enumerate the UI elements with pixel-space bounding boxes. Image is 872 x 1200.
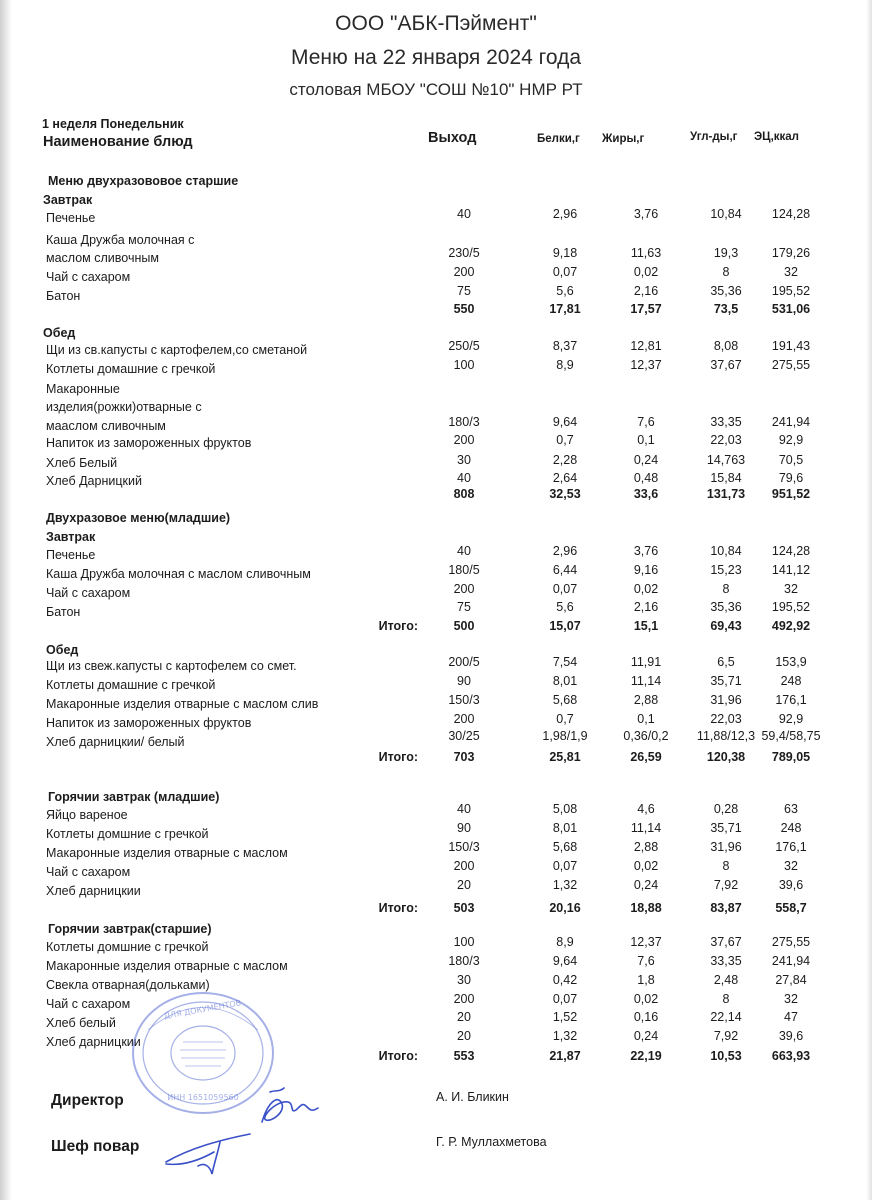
energy-value: 59,4/58,75 xyxy=(761,729,821,743)
dish-name: Печенье xyxy=(46,211,96,225)
energy-value: 195,52 xyxy=(771,600,811,614)
fat-value: 0,16 xyxy=(633,1010,659,1024)
total-row xyxy=(0,750,872,767)
protein-value: 6,44 xyxy=(552,563,578,577)
dish-name: Чай с сахаром xyxy=(46,865,131,879)
output-value: 40 xyxy=(457,471,471,485)
energy-value: 951,52 xyxy=(771,487,811,501)
meal-title: Завтрак xyxy=(46,530,96,544)
energy-value: 531,06 xyxy=(771,302,811,316)
fat-value: 11,14 xyxy=(630,821,662,835)
fat-value: 9,16 xyxy=(633,563,659,577)
output-value: 180/3 xyxy=(448,954,480,968)
stamp-inn: ИНН 1651059560 xyxy=(167,1093,239,1102)
carbs-value: 8 xyxy=(722,265,730,279)
energy-value: 789,05 xyxy=(771,750,811,764)
total-row xyxy=(0,487,872,504)
dish-name: Свекла отварная(дольками) xyxy=(46,978,210,992)
carbs-value: 35,71 xyxy=(710,821,742,835)
fat-value: 2,16 xyxy=(633,600,659,614)
dish-name: изделия(рожки)отварные с xyxy=(46,400,202,414)
fat-value: 1,8 xyxy=(637,973,655,987)
energy-value: 195,52 xyxy=(771,284,811,298)
canteen-subtitle: столовая МБОУ "СОШ №10" НМР РТ xyxy=(289,80,583,99)
output-value: 503 xyxy=(453,901,475,915)
output-value: 20 xyxy=(457,878,471,892)
meal-title: Завтрак xyxy=(43,193,93,207)
carbs-value: 14,763 xyxy=(706,453,746,467)
dish-name: Макаронные xyxy=(46,382,120,396)
protein-value: 1,98/1,9 xyxy=(542,729,588,743)
output-value: 200 xyxy=(453,992,475,1006)
fat-value: 4,6 xyxy=(637,802,655,816)
dish-name: Хлеб дарницкии xyxy=(46,884,141,898)
carbs-value: 33,35 xyxy=(710,415,742,429)
week-label: 1 неделя Понедельник xyxy=(42,117,184,131)
dish-name: Каша Дружба молочная с маслом сливочным xyxy=(46,567,311,581)
carbs-value: 15,84 xyxy=(710,471,742,485)
company-title: ООО "АБК-Пэймент" xyxy=(335,12,537,35)
dish-name: Печенье xyxy=(46,548,96,562)
protein-value: 0,42 xyxy=(552,973,578,987)
carbs-value: 7,92 xyxy=(713,878,739,892)
col-header-energy: ЭЦ,ккал xyxy=(754,131,799,143)
dish-name: Хлеб белый xyxy=(46,1016,116,1030)
output-value: 808 xyxy=(453,487,475,501)
fat-value: 15,1 xyxy=(633,619,659,633)
output-value: 553 xyxy=(453,1049,475,1063)
fat-value: 3,76 xyxy=(633,544,659,558)
dish-name: Хлеб дарницкии xyxy=(46,1035,141,1049)
dish-name: Хлеб Дарницкий xyxy=(46,474,142,488)
dish-name: маслом сливочным xyxy=(46,251,159,265)
fat-value: 0,02 xyxy=(633,265,659,279)
output-value: 150/3 xyxy=(448,840,480,854)
fat-value: 22,19 xyxy=(630,1049,662,1063)
energy-value: 32 xyxy=(784,992,798,1006)
meal-title: Обед xyxy=(43,326,76,340)
carbs-value: 33,35 xyxy=(710,954,742,968)
dish-name: Щи из свеж.капусты с картофелем со смет. xyxy=(46,659,297,673)
carbs-value: 0,28 xyxy=(713,802,739,816)
chef-name: Г. Р. Муллахметова xyxy=(436,1135,547,1149)
output-value: 200 xyxy=(453,712,475,726)
protein-value: 8,01 xyxy=(552,821,578,835)
energy-value: 248 xyxy=(780,674,802,688)
energy-value: 176,1 xyxy=(775,840,807,854)
fat-value: 12,81 xyxy=(630,339,662,353)
protein-value: 5,68 xyxy=(552,693,578,707)
protein-value: 8,9 xyxy=(556,935,574,949)
total-row xyxy=(0,302,872,319)
output-value: 180/3 xyxy=(448,415,480,429)
protein-value: 2,28 xyxy=(552,453,578,467)
output-value: 20 xyxy=(457,1010,471,1024)
protein-value: 7,54 xyxy=(552,655,578,669)
output-value: 150/3 xyxy=(448,693,480,707)
energy-value: 70,5 xyxy=(778,453,804,467)
fat-value: 0,24 xyxy=(633,1029,659,1043)
fat-value: 11,63 xyxy=(630,246,662,260)
energy-value: 92,9 xyxy=(778,712,804,726)
fat-value: 11,91 xyxy=(630,655,662,669)
protein-value: 0,7 xyxy=(556,712,574,726)
carbs-value: 8 xyxy=(722,992,730,1006)
carbs-value: 131,73 xyxy=(706,487,746,501)
energy-value: 176,1 xyxy=(775,693,807,707)
protein-value: 2,64 xyxy=(552,471,578,485)
dish-name: Чай с сахаром xyxy=(46,997,131,1011)
output-value: 30 xyxy=(457,973,471,987)
carbs-value: 8 xyxy=(722,582,730,596)
protein-value: 5,08 xyxy=(552,802,578,816)
section-title-row xyxy=(0,174,872,191)
dish-row xyxy=(0,878,872,901)
energy-value: 492,92 xyxy=(771,619,811,633)
carbs-value: 7,92 xyxy=(713,1029,739,1043)
section-title: Горячии завтрак(старшие) xyxy=(48,922,212,936)
energy-value: 248 xyxy=(780,821,802,835)
total-label: Итого: xyxy=(378,750,418,764)
energy-value: 32 xyxy=(784,582,798,596)
protein-value: 21,87 xyxy=(549,1049,581,1063)
dish-name: Каша Дружба молочная с xyxy=(46,233,195,247)
output-value: 20 xyxy=(457,1029,471,1043)
dish-name: Чай с сахаром xyxy=(46,586,131,600)
output-value: 200 xyxy=(453,265,475,279)
protein-value: 5,6 xyxy=(556,284,574,298)
energy-value: 275,55 xyxy=(771,358,811,372)
dish-name: Напиток из замороженных фруктов xyxy=(46,716,252,730)
carbs-value: 10,84 xyxy=(710,207,742,221)
dish-name: Макаронные изделия отварные с маслом xyxy=(46,959,288,973)
protein-value: 17,81 xyxy=(549,302,581,316)
output-value: 200/5 xyxy=(448,655,480,669)
dish-name: Чай с сахаром xyxy=(46,270,131,284)
carbs-value: 15,23 xyxy=(710,563,742,577)
energy-value: 663,93 xyxy=(771,1049,811,1063)
fat-value: 2,88 xyxy=(633,840,659,854)
total-label: Итого: xyxy=(378,619,418,633)
energy-value: 27,84 xyxy=(775,973,807,987)
output-value: 200 xyxy=(453,859,475,873)
total-row xyxy=(0,901,872,918)
protein-value: 0,07 xyxy=(552,265,578,279)
protein-value: 8,01 xyxy=(552,674,578,688)
fat-value: 2,16 xyxy=(633,284,659,298)
col-header-protein: Белки,г xyxy=(537,133,580,145)
protein-value: 20,16 xyxy=(549,901,581,915)
dish-name: Хлеб дарницкии/ белый xyxy=(46,735,185,749)
dish-name: Щи из св.капусты с картофелем,со сметаной xyxy=(46,343,308,357)
energy-value: 79,6 xyxy=(778,471,804,485)
dish-name: Макаронные изделия отварные с маслом слив xyxy=(46,697,319,711)
dish-row xyxy=(0,358,872,379)
director-name: А. И. Бликин xyxy=(436,1090,509,1104)
energy-value: 179,26 xyxy=(771,246,811,260)
fat-value: 7,6 xyxy=(637,415,655,429)
fat-value: 12,37 xyxy=(630,935,662,949)
output-value: 200 xyxy=(453,582,475,596)
protein-value: 25,81 xyxy=(549,750,581,764)
fat-value: 3,76 xyxy=(633,207,659,221)
output-value: 90 xyxy=(457,674,471,688)
carbs-value: 31,96 xyxy=(710,693,742,707)
output-value: 40 xyxy=(457,802,471,816)
fat-value: 0,24 xyxy=(633,453,659,467)
output-value: 75 xyxy=(457,284,471,298)
carbs-value: 37,67 xyxy=(710,935,742,949)
carbs-value: 11,88/12,3 xyxy=(696,729,756,743)
energy-value: 39,6 xyxy=(778,1029,804,1043)
output-value: 200 xyxy=(453,433,475,447)
meal-title: Обед xyxy=(46,643,79,657)
energy-value: 558,7 xyxy=(775,901,807,915)
carbs-value: 37,67 xyxy=(710,358,742,372)
fat-value: 0,02 xyxy=(633,582,659,596)
dish-row xyxy=(0,207,872,228)
dish-name: Батон xyxy=(46,605,81,619)
output-value: 30/25 xyxy=(448,729,480,743)
protein-value: 1,52 xyxy=(552,1010,578,1024)
protein-value: 1,32 xyxy=(552,878,578,892)
fat-value: 0,1 xyxy=(637,712,655,726)
carbs-value: 31,96 xyxy=(710,840,742,854)
total-label: Итого: xyxy=(378,901,418,915)
carbs-value: 35,36 xyxy=(710,600,742,614)
fat-value: 0,02 xyxy=(633,859,659,873)
output-value: 250/5 xyxy=(448,339,480,353)
protein-value: 1,32 xyxy=(552,1029,578,1043)
total-label: Итого: xyxy=(378,1049,418,1063)
energy-value: 32 xyxy=(784,265,798,279)
output-value: 40 xyxy=(457,207,471,221)
carbs-value: 22,03 xyxy=(710,433,742,447)
fat-value: 11,14 xyxy=(630,674,662,688)
section-title-row xyxy=(0,511,872,528)
protein-value: 5,68 xyxy=(552,840,578,854)
col-header-name: Наименование блюд xyxy=(43,134,193,150)
output-value: 230/5 xyxy=(448,246,480,260)
fat-value: 2,88 xyxy=(633,693,659,707)
dish-row xyxy=(0,382,872,399)
carbs-value: 22,03 xyxy=(710,712,742,726)
protein-value: 9,64 xyxy=(552,954,578,968)
protein-value: 32,53 xyxy=(549,487,581,501)
fat-value: 12,37 xyxy=(630,358,662,372)
output-value: 75 xyxy=(457,600,471,614)
energy-value: 241,94 xyxy=(771,415,811,429)
total-row xyxy=(0,619,872,636)
protein-value: 9,64 xyxy=(552,415,578,429)
chef-label: Шеф повар xyxy=(51,1138,140,1155)
protein-value: 2,96 xyxy=(552,207,578,221)
dish-name: Котлеты домшние с гречкой xyxy=(46,940,209,954)
fat-value: 18,88 xyxy=(630,901,662,915)
signature-icon xyxy=(160,1082,330,1182)
fat-value: 0,24 xyxy=(633,878,659,892)
output-value: 180/5 xyxy=(448,563,480,577)
carbs-value: 22,14 xyxy=(710,1010,742,1024)
fat-value: 0,48 xyxy=(633,471,659,485)
energy-value: 141,12 xyxy=(771,563,811,577)
energy-value: 92,9 xyxy=(778,433,804,447)
dish-name: Макаронные изделия отварные с маслом xyxy=(46,846,288,860)
output-value: 100 xyxy=(453,935,475,949)
energy-value: 241,94 xyxy=(771,954,811,968)
dish-name: Котлеты домашние с гречкой xyxy=(46,678,216,692)
fat-value: 0,36/0,2 xyxy=(623,729,669,743)
carbs-value: 69,43 xyxy=(710,619,742,633)
energy-value: 124,28 xyxy=(771,207,811,221)
fat-value: 0,1 xyxy=(637,433,655,447)
dish-name: Напиток из замороженных фруктов xyxy=(46,436,252,450)
fat-value: 33,6 xyxy=(633,487,659,501)
carbs-value: 73,5 xyxy=(713,302,739,316)
dish-row xyxy=(0,433,872,453)
carbs-value: 2,48 xyxy=(713,973,739,987)
energy-value: 39,6 xyxy=(778,878,804,892)
energy-value: 32 xyxy=(784,859,798,873)
energy-value: 153,9 xyxy=(775,655,807,669)
section-title: Двухразовое меню(младшие) xyxy=(46,511,231,525)
dish-name: маaслом сливочным xyxy=(46,419,166,433)
energy-value: 124,28 xyxy=(771,544,811,558)
carbs-value: 6,5 xyxy=(717,655,735,669)
director-label: Директор xyxy=(51,1092,124,1109)
section-title: Горячии завтрак (младшие) xyxy=(48,790,220,804)
dish-name: Котлеты домшние с гречкой xyxy=(46,827,209,841)
carbs-value: 83,87 xyxy=(710,901,742,915)
energy-value: 191,43 xyxy=(771,339,811,353)
carbs-value: 35,36 xyxy=(710,284,742,298)
col-header-output: Выход xyxy=(428,130,477,146)
fat-value: 17,57 xyxy=(630,302,662,316)
output-value: 90 xyxy=(457,821,471,835)
output-value: 30 xyxy=(457,453,471,467)
protein-value: 0,7 xyxy=(556,433,574,447)
energy-value: 275,55 xyxy=(771,935,811,949)
output-value: 100 xyxy=(453,358,475,372)
carbs-value: 10,53 xyxy=(710,1049,742,1063)
carbs-value: 120,38 xyxy=(706,750,746,764)
protein-value: 8,37 xyxy=(552,339,578,353)
protein-value: 0,07 xyxy=(552,582,578,596)
dish-name: Яйцо вареное xyxy=(46,808,128,822)
carbs-value: 10,84 xyxy=(710,544,742,558)
carbs-value: 19,3 xyxy=(713,246,739,260)
dish-name: Котлеты домашние с гречкой xyxy=(46,362,216,376)
protein-value: 2,96 xyxy=(552,544,578,558)
output-value: 703 xyxy=(453,750,475,764)
output-value: 550 xyxy=(453,302,475,316)
fat-value: 7,6 xyxy=(637,954,655,968)
protein-value: 9,18 xyxy=(552,246,578,260)
energy-value: 47 xyxy=(784,1010,798,1024)
carbs-value: 8 xyxy=(722,859,730,873)
menu-title: Меню на 22 января 2024 года xyxy=(290,46,581,69)
col-header-fat: Жиры,г xyxy=(602,133,645,145)
carbs-value: 8,08 xyxy=(713,339,739,353)
stamp-text: ДЛЯ ДОКУМЕНТОВ xyxy=(163,998,242,1021)
energy-value: 63 xyxy=(784,802,798,816)
section-title: Меню двухразововое старшие xyxy=(48,174,239,188)
protein-value: 8,9 xyxy=(556,358,574,372)
output-value: 500 xyxy=(453,619,475,633)
protein-value: 15,07 xyxy=(549,619,581,633)
output-value: 40 xyxy=(457,544,471,558)
dish-name: Хлеб Белый xyxy=(46,456,118,470)
dish-name: Батон xyxy=(46,289,81,303)
protein-value: 5,6 xyxy=(556,600,574,614)
carbs-value: 35,71 xyxy=(710,674,742,688)
col-header-carbs: Угл-ды,г xyxy=(690,131,738,143)
protein-value: 0,07 xyxy=(552,992,578,1006)
fat-value: 0,02 xyxy=(633,992,659,1006)
fat-value: 26,59 xyxy=(630,750,662,764)
protein-value: 0,07 xyxy=(552,859,578,873)
